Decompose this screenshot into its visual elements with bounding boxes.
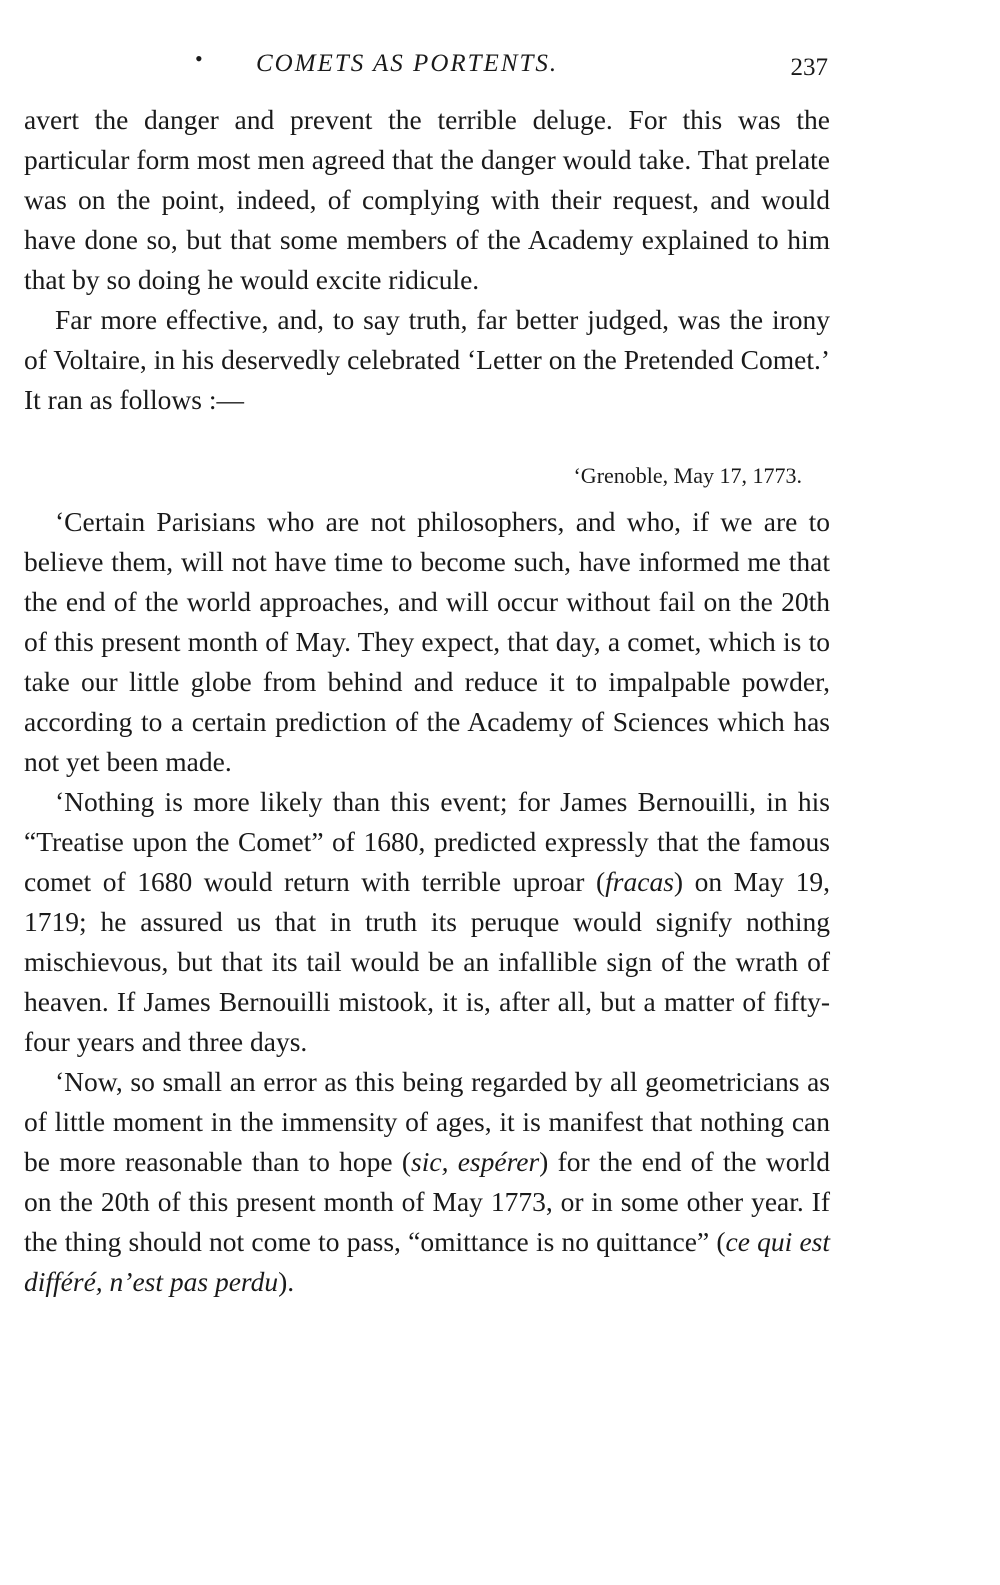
paragraph-5-italic-2: ce qui est différé, n’est pas perdu: [24, 1226, 830, 1297]
letter-dateline: ‘Grenoble, May 17, 1773.: [573, 463, 802, 488]
paragraph-5-text-a: ‘Now, so small an error as this being regarded by all geometricians as of little moment in the immensity of ages, it is manifest that nothing can be more reasonable than to hope (: [24, 1066, 830, 1177]
paragraph-4: [24, 782, 830, 1062]
page-number: 237: [790, 54, 828, 81]
paragraph-4-italic: fracas: [605, 866, 674, 897]
paragraph-3: ‘Certain Parisians who are not philosophers, and who, if we are to believe them, will not have time to become such, have informed me that the end of the world approaches, and will occur without fail on the 20th of this present month of May. They expect, that day, a comet, which is to take our little globe from behind and reduce it to impalpable powder, according to a certain prediction of the Academy of Sciences which has not yet been made.: [24, 506, 830, 777]
paragraph-2: Far more effective, and, to say truth, far better judged, was the irony of Voltaire, in his deservedly celebrated ‘Letter on the Pretended Comet.’ It ran as follows :—: [24, 304, 830, 415]
running-head: [24, 44, 830, 84]
paragraph-1: avert the danger and prevent the terrible deluge. For this was the particular form most men agreed that the danger would take. That prelate was on the point, indeed, of complying with their request, and would have done so, but that some members of the Academy explained to him that by so doing he would excite ridicule.: [24, 104, 830, 295]
paragraph-5-italic-1: sic, espérer: [411, 1146, 540, 1177]
running-title: COMETS AS PORTENTS.: [256, 50, 559, 77]
paragraph-5-text-c: ) for the end of the world on the 20th of this present month of May 1773, or in some other year. If the thing should not come to pass, “omittance is no quittance” (: [24, 1146, 830, 1257]
paragraph-4-text-a: ‘Nothing is more likely than this event; for James Bernouilli, in his “Treatise upon the Comet” of 1680, predicted expressly that the famous comet of 1680 would return with terrible uproar (: [24, 786, 830, 897]
book-page: [24, 44, 830, 1302]
header-marker: •: [195, 46, 203, 71]
paragraph-4-text-c: ) on May 19, 1719; he assured us that in truth its peruque would signify nothing mischievous, but that its tail would be an infallible sign of the wrath of heaven. If James Bernouilli mistook, it is, after all, but a matter of fifty-four years and three days.: [24, 866, 830, 1057]
paragraph-5-text-e: ).: [278, 1266, 295, 1297]
paragraph-5: [24, 1062, 830, 1302]
